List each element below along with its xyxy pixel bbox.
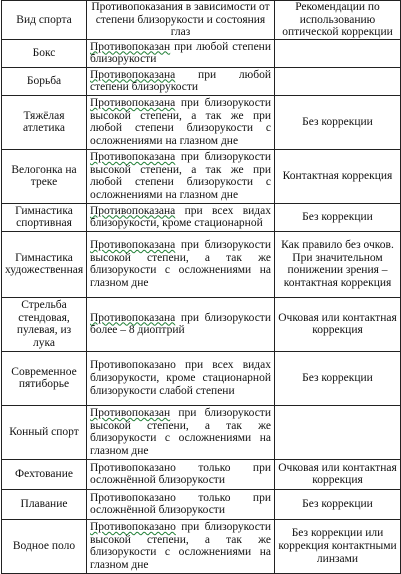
contra-rest: Противопоказано только при осложнённой близорукости xyxy=(90,491,271,517)
contra-lead: Противопоказана xyxy=(90,311,176,324)
contra-rest: при близорукости высокой степени, а так же близорукости с осложнениями на глазном дне xyxy=(90,239,271,289)
recommendation-cell: Без коррекции xyxy=(275,95,401,149)
table-row xyxy=(2,203,401,231)
contra-lead: Противопоказана xyxy=(90,239,176,252)
contra-lead: Противопоказана xyxy=(90,151,176,164)
contra-rest: при близорукости более – 8 диоптрий xyxy=(90,311,271,337)
table-row xyxy=(2,459,401,489)
sports-myopia-table xyxy=(1,0,401,574)
contraindication-cell xyxy=(87,459,275,489)
contraindication-cell xyxy=(87,405,275,459)
recommendation-cell: Без коррекции xyxy=(275,203,401,231)
header-contraindications: Противопоказания в зависимости от степени близорукости и состояния глаз xyxy=(87,1,275,40)
sport-cell: Водное поло xyxy=(2,519,87,573)
sport-cell: Фехтование xyxy=(2,459,87,489)
contra-rest: при близорукости высокой степени, а так же при любой степени близорукости с осложнениями на глазном дне xyxy=(90,151,271,201)
contra-rest: Противопоказано только при осложнённой близорукости xyxy=(90,461,271,487)
sport-cell: Гимнастика художественная xyxy=(2,231,87,297)
sport-cell: Стрельба стендовая, пулевая, из лука xyxy=(2,297,87,351)
contraindication-cell xyxy=(87,39,275,67)
recommendation-cell: Без коррекции xyxy=(275,351,401,405)
contraindication-cell xyxy=(87,203,275,231)
contraindication-cell xyxy=(87,351,275,405)
contra-lead: Противопоказан xyxy=(90,407,171,420)
sport-cell: Современное пятиборье xyxy=(2,351,87,405)
table-row xyxy=(2,39,401,67)
contraindication-cell xyxy=(87,95,275,149)
recommendation-cell: Как правило без очков. При значительном понижении зрения – контактная коррекция xyxy=(275,231,401,297)
contra-rest: при близорукости высокой степени, а так же близорукости с осложнениями на глазном дне xyxy=(90,407,271,457)
sport-cell: Тяжёлая атлетика xyxy=(2,95,87,149)
contra-lead: Противопоказан xyxy=(90,40,171,53)
sport-cell: Борьба xyxy=(2,67,87,95)
contra-rest: Противопоказано при всех видах близорукости, кроме стационарной близорукости слабой степени xyxy=(90,359,271,397)
recommendation-cell xyxy=(275,67,401,95)
contra-lead: Противопоказана xyxy=(90,97,176,110)
table-row xyxy=(2,405,401,459)
contra-rest: при близорукости высокой степени, а так же близорукости с осложнениями на глазном дне xyxy=(90,521,271,571)
table-row xyxy=(2,519,401,573)
table-row xyxy=(2,351,401,405)
contraindication-cell xyxy=(87,67,275,95)
recommendation-cell: Контактная коррекция xyxy=(275,149,401,203)
table-row xyxy=(2,489,401,519)
contraindication-cell xyxy=(87,519,275,573)
header-recommendations: Рекомендации по использованию оптической коррекции xyxy=(275,1,401,40)
table-row xyxy=(2,297,401,351)
table-row xyxy=(2,95,401,149)
contraindication-cell xyxy=(87,231,275,297)
contra-rest: при любой степени близорукости xyxy=(90,68,271,94)
recommendation-cell xyxy=(275,39,401,67)
contraindication-cell xyxy=(87,489,275,519)
sport-cell: Плавание xyxy=(2,489,87,519)
recommendation-cell: Без коррекции xyxy=(275,489,401,519)
sport-cell: Велогонка на треке xyxy=(2,149,87,203)
sport-cell: Гимнастика спортивная xyxy=(2,203,87,231)
table-row xyxy=(2,231,401,297)
recommendation-cell: Без коррекции или коррекция контактными линзами xyxy=(275,519,401,573)
header-row xyxy=(2,1,401,40)
contra-lead: Противопоказана xyxy=(90,68,176,81)
sport-cell: Конный спорт xyxy=(2,405,87,459)
table-row xyxy=(2,67,401,95)
contra-lead: Противопоказана xyxy=(90,204,176,217)
contra-rest: при любой степени близорукости xyxy=(90,40,271,66)
contra-lead: Противопоказано xyxy=(90,521,176,534)
recommendation-cell: Очковая или контактная коррекция xyxy=(275,459,401,489)
contra-rest: при близорукости высокой степени, а так же при любой степени близорукости с осложнениями на глазном дне xyxy=(90,97,271,147)
header-sport: Вид спорта xyxy=(2,1,87,40)
sport-cell: Бокс xyxy=(2,39,87,67)
recommendation-cell: Очковая или контактная коррекция xyxy=(275,297,401,351)
contraindication-cell xyxy=(87,149,275,203)
table-row xyxy=(2,149,401,203)
recommendation-cell xyxy=(275,405,401,459)
contraindication-cell xyxy=(87,297,275,351)
contra-rest: при всех видах близорукости, кроме стационарной xyxy=(90,204,271,230)
